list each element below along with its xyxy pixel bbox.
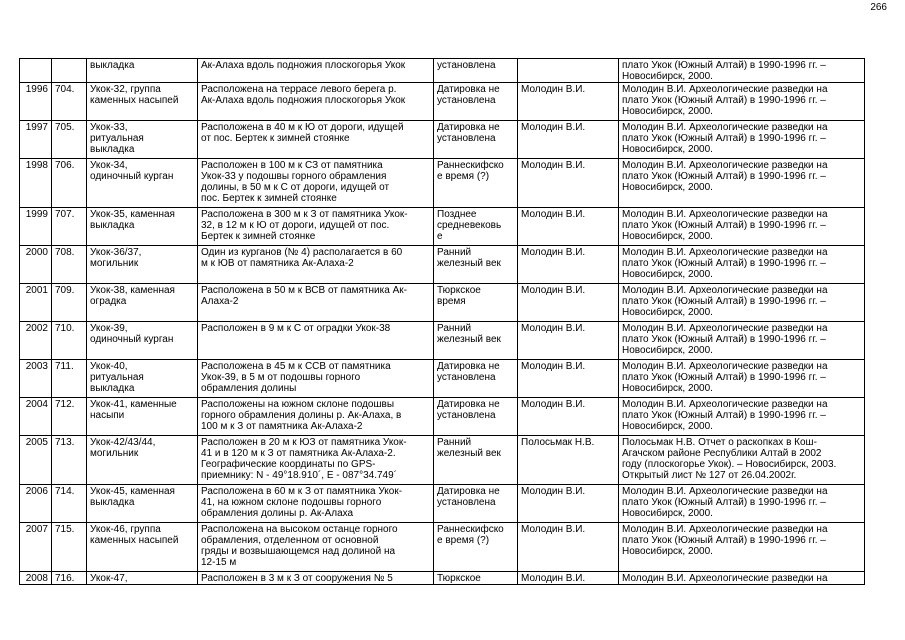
cell-line: Укок-45, каменная <box>90 486 175 497</box>
cell-line: Ранний <box>437 323 472 334</box>
dating-cell <box>434 83 518 121</box>
cell-line: Алаха-2 <box>201 296 239 307</box>
cell-line: установлена <box>437 410 496 421</box>
cell-line: Молодин В.И. <box>521 285 586 296</box>
object-code-cell: 716. <box>52 572 87 585</box>
cell-line: Датировка не <box>437 84 500 95</box>
location-cell <box>198 322 434 360</box>
cell-line: Раннескифско <box>437 160 504 171</box>
object-code-cell: 712. <box>52 398 87 436</box>
dating-cell <box>434 572 518 585</box>
cell-line: е время (?) <box>437 171 490 182</box>
cell-line: Молодин В.И. <box>521 486 586 497</box>
cell-line: Молодин В.И. Археологические разведки на <box>622 285 828 296</box>
cell-line: Расположена на высоком останце горного <box>201 524 398 535</box>
monument-name-cell <box>87 121 198 159</box>
table-row <box>20 59 865 83</box>
table-row <box>20 485 865 523</box>
row-number-cell: 1997 <box>20 121 52 159</box>
researcher-cell <box>518 59 619 83</box>
cell-line: плато Укок (Южный Алтай) в 1990-1996 гг. – <box>622 133 826 144</box>
object-code-cell: 711. <box>52 360 87 398</box>
cell-line: железный век <box>437 334 501 345</box>
table-row <box>20 360 865 398</box>
object-code-cell: 715. <box>52 523 87 572</box>
row-number-cell: 1999 <box>20 208 52 246</box>
cell-line: Раннескифско <box>437 524 504 535</box>
cell-line: Молодин В.И. Археологические разведки на <box>622 524 828 535</box>
cell-line: плато Укок (Южный Алтай) в 1990-1996 гг. – <box>622 220 826 231</box>
object-code-cell: 706. <box>52 159 87 208</box>
cell-line: Новосибирск, 2000. <box>622 508 713 519</box>
monument-name-cell <box>87 572 198 585</box>
cell-line: Новосибирск, 2000. <box>622 182 713 193</box>
cell-line: обрамления долины р. Ак-Алаха <box>201 508 354 519</box>
location-cell <box>198 246 434 284</box>
cell-line: Ранний <box>437 247 472 258</box>
cell-line: Бертек к зимней стоянке <box>201 231 316 242</box>
location-cell <box>198 398 434 436</box>
object-code-cell: 714. <box>52 485 87 523</box>
location-cell <box>198 59 434 83</box>
cell-line: Ак-Алаха вдоль подножия плоскогорья Укок <box>201 60 406 71</box>
source-cell <box>619 360 865 398</box>
cell-line: время <box>437 296 466 307</box>
monument-name-cell <box>87 322 198 360</box>
cell-line: обрамления, отделенном от основной <box>201 535 379 546</box>
cell-line: Новосибирск, 2000. <box>622 383 713 394</box>
row-number-cell: 2007 <box>20 523 52 572</box>
cell-line: 41, на южном склоне подошвы горного <box>201 497 382 508</box>
source-cell <box>619 59 865 83</box>
location-cell <box>198 284 434 322</box>
source-cell <box>619 284 865 322</box>
cell-line: Укок-40, <box>90 361 128 372</box>
dating-cell <box>434 360 518 398</box>
location-cell <box>198 523 434 572</box>
cell-line: выкладка <box>90 60 135 71</box>
table-row <box>20 436 865 485</box>
source-cell <box>619 83 865 121</box>
cell-line: плато Укок (Южный Алтай) в 1990-1996 гг. – <box>622 334 826 345</box>
researcher-cell <box>518 360 619 398</box>
row-number-cell: 2006 <box>20 485 52 523</box>
monument-name-cell <box>87 360 198 398</box>
monument-name-cell <box>87 59 198 83</box>
cell-line: долины, в 50 м к С от дороги, идущей от <box>201 182 390 193</box>
table-row <box>20 284 865 322</box>
location-cell <box>198 208 434 246</box>
researcher-cell <box>518 159 619 208</box>
cell-line: Полосьмак Н.В. Отчет о раскопках в Кош- <box>622 437 817 448</box>
cell-line: Укок-41, каменные <box>90 399 177 410</box>
cell-line: Укок-47, <box>90 573 128 584</box>
cell-line: Молодин В.И. <box>521 524 586 535</box>
cell-line: плато Укок (Южный Алтай) в 1990-1996 гг. – <box>622 171 826 182</box>
cell-line: Расположена в 300 м к З от памятника Укок- <box>201 209 408 220</box>
cell-line: е <box>437 231 443 242</box>
cell-line: плато Укок (Южный Алтай) в 1990-1996 гг. – <box>622 535 826 546</box>
researcher-cell <box>518 121 619 159</box>
cell-line: Расположен в 100 м к СЗ от памятника <box>201 160 383 171</box>
dating-cell <box>434 59 518 83</box>
cell-line: плато Укок (Южный Алтай) в 1990-1996 гг. – <box>622 410 826 421</box>
cell-line: Датировка не <box>437 361 500 372</box>
monument-name-cell <box>87 523 198 572</box>
cell-line: 41 и в 120 м к З от памятника Ак-Алаха-2. <box>201 448 396 459</box>
monument-name-cell <box>87 208 198 246</box>
cell-line: м к ЮВ от памятника Ак-Алаха-2 <box>201 258 354 269</box>
researcher-cell <box>518 83 619 121</box>
cell-line: Расположены на южном склоне подошвы <box>201 399 395 410</box>
table-row <box>20 572 865 585</box>
cell-line: Укок-33 у подошвы горного обрамления <box>201 171 387 182</box>
cell-line: плато Укок (Южный Алтай) в 1990-1996 гг. – <box>622 60 826 71</box>
cell-line: выкладка <box>90 220 135 231</box>
monument-name-cell <box>87 485 198 523</box>
cell-line: каменных насыпей <box>90 95 179 106</box>
cell-line: Укок-34, <box>90 160 128 171</box>
cell-line: Новосибирск, 2000. <box>622 144 713 155</box>
cell-line: плато Укок (Южный Алтай) в 1990-1996 гг. – <box>622 296 826 307</box>
cell-line: Молодин В.И. Археологические разведки на <box>622 323 828 334</box>
cell-line: Расположена в 40 м к Ю от дороги, идущей <box>201 122 404 133</box>
cell-line: Расположена в 50 м к ВСВ от памятника Ак- <box>201 285 407 296</box>
object-code-cell <box>52 59 87 83</box>
cell-line: Открытый лист № 127 от 26.04.2002г. <box>622 470 797 481</box>
dating-cell <box>434 523 518 572</box>
cell-line: могильник <box>90 448 139 459</box>
cell-line: обрамления долины <box>201 383 297 394</box>
table-row <box>20 322 865 360</box>
cell-line: плато Укок (Южный Алтай) в 1990-1996 гг. – <box>622 258 826 269</box>
cell-line: одиночный курган <box>90 171 174 182</box>
cell-line: каменных насыпей <box>90 535 179 546</box>
cell-line: Молодин В.И. Археологические разведки на <box>622 399 828 410</box>
cell-line: железный век <box>437 448 501 459</box>
row-number-cell: 2003 <box>20 360 52 398</box>
location-cell <box>198 83 434 121</box>
cell-line: Позднее <box>437 209 477 220</box>
cell-line: установлена <box>437 497 496 508</box>
cell-line: установлена <box>437 95 496 106</box>
row-number-cell: 2001 <box>20 284 52 322</box>
location-cell <box>198 485 434 523</box>
table-row <box>20 121 865 159</box>
cell-line: Укок-39, <box>90 323 128 334</box>
cell-line: Молодин В.И. <box>521 399 586 410</box>
researcher-cell <box>518 523 619 572</box>
cell-line: Молодин В.И. <box>521 361 586 372</box>
cell-line: Укок-38, каменная <box>90 285 175 296</box>
dating-cell <box>434 284 518 322</box>
table-row <box>20 246 865 284</box>
dating-cell <box>434 246 518 284</box>
source-cell <box>619 159 865 208</box>
object-code-cell: 708. <box>52 246 87 284</box>
location-cell <box>198 572 434 585</box>
cell-line: Укок-35, каменная <box>90 209 175 220</box>
cell-line: выкладка <box>90 497 135 508</box>
cell-line: могильник <box>90 258 139 269</box>
cell-line: приемнику: N - 49°18.910´, E - 087°34.749´ <box>201 470 398 481</box>
cell-line: 32, в 12 м к Ю от дороги, идущей от пос. <box>201 220 390 231</box>
source-cell <box>619 523 865 572</box>
cell-line: Новосибирск, 2000. <box>622 106 713 117</box>
cell-line: Молодин В.И. <box>521 573 586 584</box>
cell-line: установлена <box>437 60 496 71</box>
source-cell <box>619 485 865 523</box>
dating-cell <box>434 208 518 246</box>
cell-line: установлена <box>437 133 496 144</box>
cell-line: одиночный курган <box>90 334 174 345</box>
cell-line: Расположен в 9 м к С от оградки Укок-38 <box>201 323 391 334</box>
table-row <box>20 523 865 572</box>
monument-name-cell <box>87 246 198 284</box>
row-number-cell: 2004 <box>20 398 52 436</box>
cell-line: Молодин В.И. Археологические разведки на <box>622 84 828 95</box>
cell-line: Тюркское <box>437 285 481 296</box>
cell-line: Молодин В.И. <box>521 160 586 171</box>
cell-line: Ранний <box>437 437 472 448</box>
cell-line: Укок-33, <box>90 122 128 133</box>
researcher-cell <box>518 485 619 523</box>
location-cell <box>198 159 434 208</box>
cell-line: Молодин В.И. Археологические разведки на <box>622 122 828 133</box>
row-number-cell: 2005 <box>20 436 52 485</box>
row-number-cell: 2002 <box>20 322 52 360</box>
cell-line: Географические координаты по GPS- <box>201 459 376 470</box>
row-number-cell <box>20 59 52 83</box>
researcher-cell <box>518 322 619 360</box>
cell-line: Молодин В.И. Археологические разведки на <box>622 160 828 171</box>
cell-line: Молодин В.И. Археологические разведки на <box>622 361 828 372</box>
row-number-cell: 1996 <box>20 83 52 121</box>
cell-line: Укок-36/37, <box>90 247 142 258</box>
cell-line: Молодин В.И. <box>521 247 586 258</box>
monuments-table <box>19 58 865 585</box>
row-number-cell: 2000 <box>20 246 52 284</box>
researcher-cell <box>518 284 619 322</box>
cell-line: Укок-39, в 5 м от подошвы горного <box>201 372 361 383</box>
cell-line: е время (?) <box>437 535 490 546</box>
researcher-cell <box>518 208 619 246</box>
cell-line: Укок-46, группа <box>90 524 161 535</box>
cell-line: Расположен в 3 м к З от сооружения № 5 <box>201 573 393 584</box>
cell-line: Молодин В.И. <box>521 84 586 95</box>
cell-line: Молодин В.И. Археологические разведки на <box>622 573 828 584</box>
dating-cell <box>434 121 518 159</box>
cell-line: Датировка не <box>437 486 500 497</box>
source-cell <box>619 322 865 360</box>
cell-line: Датировка не <box>437 122 500 133</box>
row-number-cell: 1998 <box>20 159 52 208</box>
cell-line: выкладка <box>90 144 135 155</box>
cell-line: плато Укок (Южный Алтай) в 1990-1996 гг. – <box>622 95 826 106</box>
table-row <box>20 159 865 208</box>
table-row <box>20 398 865 436</box>
dating-cell <box>434 159 518 208</box>
cell-line: Молодин В.И. Археологические разведки на <box>622 247 828 258</box>
cell-line: Расположена в 45 м к ССВ от памятника <box>201 361 391 372</box>
cell-line: Новосибирск, 2000. <box>622 269 713 280</box>
cell-line: Новосибирск, 2000. <box>622 546 713 557</box>
cell-line: Расположен в 20 м к ЮЗ от памятника Укок- <box>201 437 407 448</box>
cell-line: Ак-Алаха вдоль подножия плоскогорья Укок <box>201 95 406 106</box>
monument-name-cell <box>87 284 198 322</box>
monument-name-cell <box>87 436 198 485</box>
object-code-cell: 709. <box>52 284 87 322</box>
cell-line: Новосибирск, 2000. <box>622 421 713 432</box>
cell-line: Молодин В.И. Археологические разведки на <box>622 486 828 497</box>
cell-line: году (плоскогорье Укок). – Новосибирск, 2003. <box>622 459 837 470</box>
source-cell <box>619 121 865 159</box>
page-number: 266 <box>870 2 887 13</box>
cell-line: Один из курганов (№ 4) располагается в 60 <box>201 247 403 258</box>
researcher-cell <box>518 398 619 436</box>
object-code-cell: 704. <box>52 83 87 121</box>
researcher-cell <box>518 246 619 284</box>
cell-line: Агачском районе Республики Алтай в 2002 <box>622 448 822 459</box>
source-cell <box>619 398 865 436</box>
dating-cell <box>434 436 518 485</box>
researcher-cell <box>518 572 619 585</box>
table-row <box>20 208 865 246</box>
cell-line: Новосибирск, 2000. <box>622 231 713 242</box>
source-cell <box>619 246 865 284</box>
row-number-cell: 2008 <box>20 572 52 585</box>
dating-cell <box>434 322 518 360</box>
cell-line: Молодин В.И. <box>521 323 586 334</box>
cell-line: Новосибирск, 2000. <box>622 71 713 82</box>
cell-line: Укок-32, группа <box>90 84 161 95</box>
source-cell <box>619 436 865 485</box>
cell-line: оградка <box>90 296 127 307</box>
object-code-cell: 705. <box>52 121 87 159</box>
location-cell <box>198 436 434 485</box>
monument-name-cell <box>87 398 198 436</box>
monument-name-cell <box>87 83 198 121</box>
cell-line: выкладка <box>90 383 135 394</box>
cell-line: железный век <box>437 258 501 269</box>
cell-line: Молодин В.И. <box>521 209 586 220</box>
cell-line: Новосибирск, 2000. <box>622 345 713 356</box>
object-code-cell: 710. <box>52 322 87 360</box>
cell-line: Полосьмак Н.В. <box>521 437 595 448</box>
researcher-cell <box>518 436 619 485</box>
cell-line: Новосибирск, 2000. <box>622 307 713 318</box>
cell-line: Датировка не <box>437 399 500 410</box>
cell-line: Тюркское <box>437 573 481 584</box>
cell-line: плато Укок (Южный Алтай) в 1990-1996 гг. – <box>622 497 826 508</box>
cell-line: ритуальная <box>90 133 144 144</box>
cell-line: Укок-42/43/44, <box>90 437 156 448</box>
table-row <box>20 83 865 121</box>
cell-line: насыпи <box>90 410 125 421</box>
cell-line: средневековь <box>437 220 502 231</box>
source-cell <box>619 572 865 585</box>
cell-line: Расположена в 60 м к З от памятника Укок- <box>201 486 403 497</box>
cell-line: гряды и возвышающемся над долиной на <box>201 546 396 557</box>
cell-line: плато Укок (Южный Алтай) в 1990-1996 гг. – <box>622 372 826 383</box>
cell-line: ритуальная <box>90 372 144 383</box>
cell-line: пос. Бертек к зимней стоянке <box>201 193 337 204</box>
cell-line: горного обрамления долины р. Ак-Алаха, в <box>201 410 402 421</box>
cell-line: установлена <box>437 372 496 383</box>
cell-line: 12-15 м <box>201 557 237 568</box>
object-code-cell: 713. <box>52 436 87 485</box>
dating-cell <box>434 398 518 436</box>
cell-line: Расположена на террасе левого берега р. <box>201 84 397 95</box>
monument-name-cell <box>87 159 198 208</box>
cell-line: Молодин В.И. <box>521 122 586 133</box>
dating-cell <box>434 485 518 523</box>
object-code-cell: 707. <box>52 208 87 246</box>
location-cell <box>198 360 434 398</box>
source-cell <box>619 208 865 246</box>
location-cell <box>198 121 434 159</box>
cell-line: от пос. Бертек к зимней стоянке <box>201 133 350 144</box>
cell-line: 100 м к З от памятника Ак-Алаха-2 <box>201 421 363 432</box>
cell-line: Молодин В.И. Археологические разведки на <box>622 209 828 220</box>
